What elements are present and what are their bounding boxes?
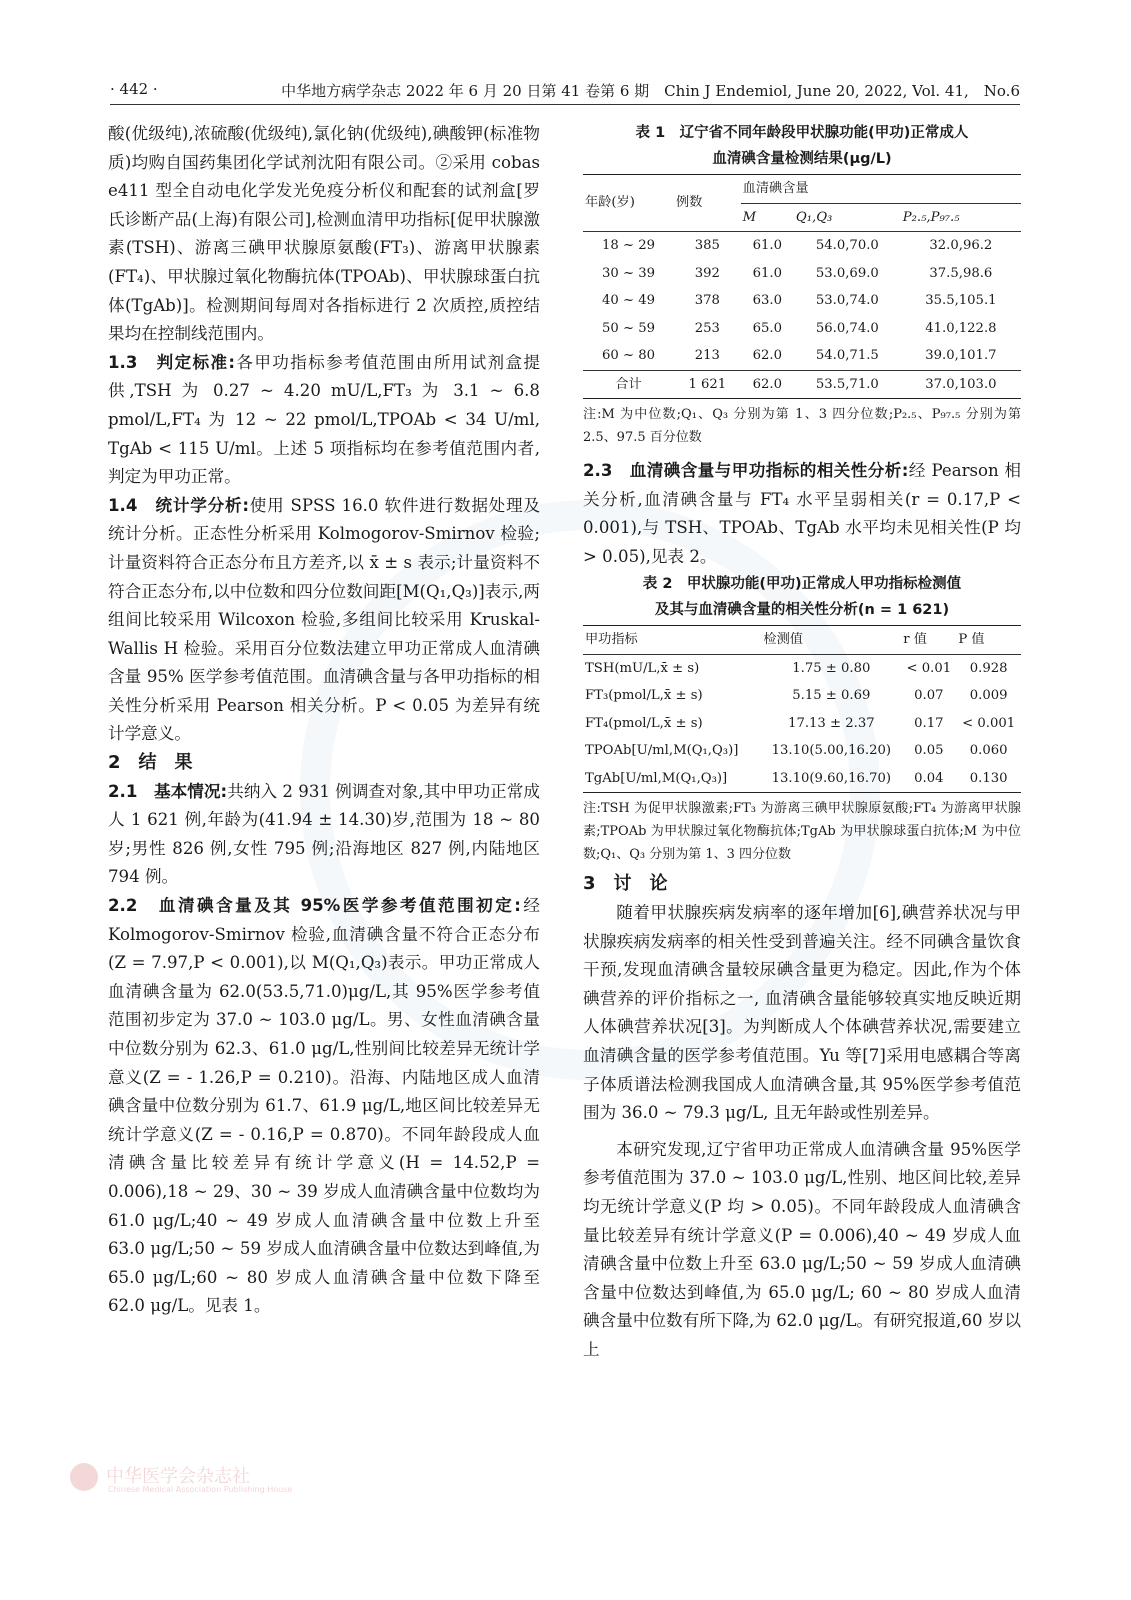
table-row (583, 737, 1021, 765)
table-2-header-r: r 值 (901, 626, 956, 655)
table-row (583, 710, 1021, 738)
section-1-3-title: 1.3 判定标准: (108, 352, 236, 372)
table-cell: < 0.001 (962, 715, 1016, 731)
table-1-note: 注:M 为中位数;Q₁、Q₃ 分别为第 1、3 四分位数;P₂.₅、P₉₇.₅ 分别为第 2.5、97.5 百分位数 (583, 407, 1021, 445)
table-cell: 213 (694, 348, 720, 363)
table-row (583, 765, 1021, 793)
table-cell: 61.0 (752, 265, 782, 281)
table-cell: 54.0,71.5 (815, 348, 879, 363)
table-1 (583, 174, 1021, 399)
table-1-header-m: M (741, 203, 794, 232)
table-cell: 合计 (583, 370, 674, 399)
table-row-total (583, 370, 1021, 399)
table-cell: 53.0,69.0 (815, 265, 879, 281)
section-2-2-title: 2.2 血清碘含量及其 95%医学参考值范围初定: (108, 896, 521, 916)
table-cell: 0.009 (969, 688, 1008, 704)
table-row (583, 287, 1021, 315)
table-cell: 53.0,74.0 (815, 293, 879, 308)
table-cell: 53.5,71.0 (794, 370, 901, 399)
table-cell: 41.0,122.8 (925, 320, 997, 336)
table-row (583, 232, 1021, 260)
table-cell: FT₃(pmol/L,x̄ ± s) (585, 688, 703, 704)
section-1-4 (108, 492, 540, 749)
section-2-2-body: 经 Kolmogorov-Smirnov 检验,血清碘含量不符合正态分布(Z = 7.97,P < 0.001),以 M(Q₁,Q₃)表示。甲功正常成人血清碘含量为 62.0(53.5,71.0)μg/L,其 95%医学参考值范围初步定为 37.0 ~ 103.0 μg/L。男、女性血清碘含量中位数分别为 62.3、61.0 μg/L,性别间比较差异无统计学意义(Z = - 1.26,P = 0.210)。沿海、内陆地区成人血清碘含量中位数分别为 61.7、61.9 μg/L,地区间比较差异无统计学意义(Z = - 0.16,P = 0.870)。不同年龄段成人血清碘含量比较差异有统计学意义(H = 14.52,P = 0.006),18 ~ 29、30 ~ 39 岁成人血清碘含量中位数均为 61.0 μg/L;40 ~ 49 岁成人血清碘含量中位数上升至 63.0 μg/L;50 ~ 59 岁成人血清碘含量中位数达到峰值,为 65.0 μg/L;60 ~ 80 岁成人血清碘含量中位数下降至 62.0 μg/L。见表 1。 (108, 896, 540, 1316)
section-2-1 (108, 778, 540, 892)
table-1-caption (583, 120, 1021, 172)
publisher-name: 中华医学会杂志社 (106, 1466, 250, 1487)
table-cell: 0.060 (969, 743, 1008, 759)
table-cell: 18 ~ 29 (601, 238, 655, 253)
table-row (583, 682, 1021, 710)
table-cell: 17.13 ± 2.37 (788, 715, 875, 731)
table-1-caption-line1: 表 1 辽宁省不同年龄段甲状腺功能(甲功)正常成人 (635, 125, 969, 141)
table-cell: 1.75 ± 0.80 (792, 660, 871, 676)
table-cell: 392 (694, 265, 720, 281)
table-2-caption-line1: 表 2 甲状腺功能(甲功)正常成人甲功指标检测值 (642, 576, 962, 593)
table-cell: 65.0 (752, 320, 782, 336)
table-cell: 60 ~ 80 (601, 348, 655, 363)
table-1-caption-line2: 血清碘含量检测结果(μg/L) (712, 151, 892, 167)
table-row (583, 315, 1021, 343)
table-cell: 1 621 (674, 370, 741, 399)
table-cell: TSH(mU/L,x̄ ± s) (585, 660, 700, 676)
table-row (583, 654, 1021, 682)
table-1-header-age: 年龄(岁) (583, 175, 674, 232)
table-cell: 0.130 (956, 765, 1021, 793)
section-2-3 (583, 457, 1021, 571)
table-cell: 253 (694, 320, 720, 336)
table-cell: < 0.01 (906, 660, 952, 676)
table-cell: 0.07 (914, 688, 944, 704)
paragraph-discussion-2: 本研究发现,辽宁省甲功正常成人血清碘含量 95%医学参考值范围为 37.0 ~ 103.0 μg/L,性别、地区间比较,差异均无统计学意义(P 均 > 0.05)。不同年龄段成人血清碘含量比较差异有统计学意义(P = 0.006),40 ~ 49 岁成人血清碘含量中位数上升至 63.0 μg/L;50 ~ 59 岁成人血清碘含量中位数达到峰值,为 65.0 μg/L; 60 ~ 80 岁成人血清碘含量中位数有所下降,为 62.0 μg/L。有研究报道,60 岁以上 (583, 1139, 1021, 1359)
section-1-3 (108, 349, 540, 492)
paragraph-discussion-1: 随着甲状腺疾病发病率的逐年增加[6],碘营养状况与甲状腺疾病发病率的相关性受到普遍关注。经不同碘含量饮食干预,发现血清碘含量较尿碘含量更为稳定。因此,作为个体碘营养的评价指标之一, 血清碘含量能够较真实地反映近期人体碘营养状况[3]。为判断成人个体碘营养状况,需要建立血清碘含量的医学参考值范围。Yu 等[7]采用电感耦合等离子体质谱法检测我国成人血清碘含量,其 95%医学参考值范围为 36.0 ~ 79.3 μg/L, 且无年龄或性别差异。 (583, 902, 1021, 1123)
table-cell: TgAb[U/ml,M(Q₁,Q₃)] (583, 765, 761, 793)
table-1-header-group: 血清碘含量 (741, 175, 1021, 204)
table-cell: 63.0 (752, 293, 782, 308)
page-number: · 442 · (110, 80, 158, 98)
table-cell: 0.17 (914, 715, 944, 731)
table-cell: 13.10(5.00,16.20) (771, 743, 892, 759)
table-cell: 56.0,74.0 (815, 320, 879, 336)
table-2-header-indicator: 甲功指标 (583, 626, 761, 655)
heading-discussion: 3 讨 论 (583, 873, 668, 895)
publisher-logo-icon (70, 1463, 98, 1491)
table-cell: 37.5,98.6 (929, 265, 993, 281)
table-cell: 378 (694, 293, 720, 308)
publisher-name-en: Chinese Medical Association Publishing House (108, 1485, 293, 1494)
table-2-caption (583, 571, 1021, 623)
heading-results: 2 结 果 (108, 752, 193, 774)
table-cell: 0.928 (969, 660, 1008, 676)
section-2-1-title: 2.1 基本情况: (108, 781, 228, 801)
table-cell: 62.0 (752, 348, 782, 363)
table-2-header-value: 检测值 (761, 626, 901, 655)
section-2-1-body: 共纳入 2 931 例调查对象,其中甲功正常成人 1 621 例,年龄为(41.94 ± 14.30)岁,范围为 18 ~ 80 岁;男性 826 例,女性 795 例;沿海地区 827 例,内陆地区 794 例。 (108, 781, 541, 887)
right-column (583, 120, 1021, 1364)
paragraph-materials: 酸(优级纯),浓硫酸(优级纯),氯化钠(优级纯),碘酸钾(标准物质)均购自国药集团化学试剂沈阳有限公司。②采用 cobas e411 型全自动电化学发光免疫分析仪和配套的试剂盒[罗氏诊断产品(上海)有限公司],检测血清甲功指标[促甲状腺激素(TSH)、游离三碘甲状腺原氨酸(FT₃)、游离甲状腺素(FT₄)、甲状腺过氧化物酶抗体(TPOAb)、甲状腺球蛋白抗体(TgAb)]。检测期间每周对各指标进行 2 次质控,质控结果均在控制线范围内。 (108, 124, 540, 344)
table-cell: 62.0 (741, 370, 794, 399)
running-header (110, 78, 1020, 105)
table-cell: 0.04 (901, 765, 956, 793)
table-cell: TPOAb[U/ml,M(Q₁,Q₃)] (585, 743, 739, 759)
journal-citation: 中华地方病学杂志 2022 年 6 月 20 日第 41 卷第 6 期 Chin J Endemiol, June 20, 2022, Vol. 41, No.6 (281, 82, 1020, 100)
table-1-header-q: Q₁,Q₃ (794, 203, 901, 232)
table-cell: 32.0,96.2 (929, 238, 993, 253)
section-2-2 (108, 892, 540, 1321)
table-1-header-p: P₂.₅,P₉₇.₅ (901, 203, 1021, 232)
table-2-header-p: P 值 (956, 626, 1021, 655)
table-cell: 0.05 (914, 743, 944, 759)
left-column (108, 120, 540, 1321)
section-2-3-title: 2.3 血清碘含量与甲功指标的相关性分析: (583, 461, 909, 480)
table-1-header-n: 例数 (674, 175, 741, 232)
table-2 (583, 625, 1021, 793)
table-cell: 39.0,101.7 (925, 348, 997, 363)
table-cell: 61.0 (752, 238, 782, 253)
table-cell: 40 ~ 49 (601, 293, 655, 308)
publisher-footer (70, 1462, 292, 1496)
table-2-caption-line2: 及其与血清碘含量的相关性分析(n = 1 621) (654, 602, 950, 619)
table-row (583, 342, 1021, 370)
table-cell: 5.15 ± 0.69 (792, 688, 871, 704)
table-cell: 37.0,103.0 (901, 370, 1021, 399)
section-1-3-body: 各甲功指标参考值范围由所用试剂盒提供,TSH 为 0.27 ~ 4.20 mU/L,FT₃ 为 3.1 ~ 6.8 pmol/L,FT₄ 为 12 ~ 22 pmol/L,TPOAb < 34 U/ml, TgAb < 115 U/ml。上述 5 项指标均在参考值范围内者,判定为甲功正常。 (108, 352, 540, 487)
table-cell: 13.10(9.60,16.70) (761, 765, 901, 793)
section-1-4-title: 1.4 统计学分析: (108, 495, 249, 515)
table-cell: FT₄(pmol/L,x̄ ± s) (585, 715, 703, 731)
table-cell: 54.0,70.0 (815, 238, 879, 253)
table-2-note: 注:TSH 为促甲状腺激素;FT₃ 为游离三碘甲状腺原氨酸;FT₄ 为游离甲状腺素;TPOAb 为甲状腺过氧化物酶抗体;TgAb 为甲状腺球蛋白抗体;M 为中位数;Q₁、Q₃ 分别为第 1、3 四分位数 (583, 801, 1021, 863)
table-cell: 50 ~ 59 (601, 320, 655, 336)
section-2-3-body: 经 Pearson 相关分析,血清碘含量与 FT₄ 水平呈弱相关(r = 0.17,P < 0.001),与 TSH、TPOAb、TgAb 水平均未见相关性(P 均 > 0.05),见表 2。 (583, 461, 1021, 566)
section-1-4-body: 使用 SPSS 16.0 软件进行数据处理及统计分析。正态性分析采用 Kolmogorov-Smirnov 检验;计量资料符合正态分布且方差齐,以 x̄ ± s 表示;计量资料不符合正态分布,以中位数和四分位数间距[M(Q₁,Q₃)]表示,两组间比较采用 Wilcoxon 检验,多组间比较采用 Kruskal-Wallis H 检验。采用百分位数法建立甲功正常成人血清碘含量 95% 医学参考值范围。血清碘含量与各甲功指标的相关性分析采用 Pearson 相关分析。P < 0.05 为差异有统计学意义。 (108, 495, 540, 744)
table-cell: 385 (694, 238, 720, 253)
table-cell: 30 ~ 39 (601, 265, 655, 281)
table-cell: 35.5,105.1 (925, 293, 997, 308)
table-row (583, 260, 1021, 288)
